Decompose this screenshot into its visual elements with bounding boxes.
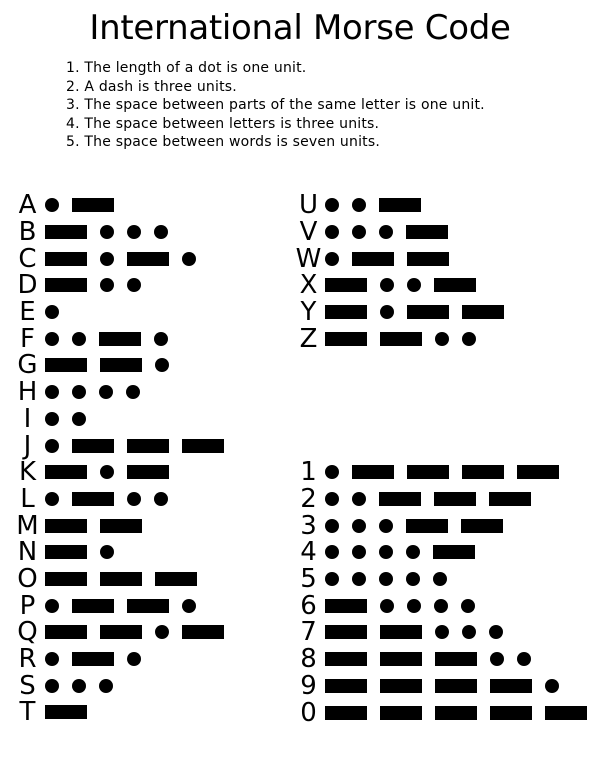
morse-symbols	[45, 225, 168, 239]
morse-character-label: 2	[300, 484, 317, 515]
morse-dot	[72, 679, 86, 693]
morse-dot	[45, 198, 59, 212]
morse-symbols	[45, 705, 87, 719]
morse-character-label: G	[17, 350, 38, 381]
morse-dot	[352, 492, 366, 506]
morse-row-c	[14, 245, 224, 272]
morse-symbols	[325, 465, 559, 479]
morse-dot	[435, 332, 449, 346]
morse-dot	[72, 385, 86, 399]
morse-dash	[435, 652, 477, 666]
morse-dot	[45, 492, 59, 506]
morse-character-label: U	[298, 190, 319, 221]
rule-intra-letter-space: 3. The space between parts of the same letter is one unit.	[66, 97, 485, 113]
morse-character-label: L	[20, 483, 35, 514]
morse-dot	[406, 545, 420, 559]
morse-row-1	[295, 459, 587, 486]
morse-symbols	[45, 385, 140, 399]
morse-symbols	[45, 545, 114, 559]
morse-dash	[435, 679, 477, 693]
morse-dash	[72, 652, 114, 666]
morse-dot	[127, 652, 141, 666]
morse-row-i	[14, 403, 224, 434]
morse-dot	[435, 625, 449, 639]
morse-symbols	[325, 625, 503, 639]
morse-row-q	[14, 619, 224, 646]
morse-dot	[379, 519, 393, 533]
morse-dash	[325, 305, 367, 319]
morse-dot	[380, 305, 394, 319]
morse-character-label: S	[19, 670, 36, 701]
morse-row-p	[14, 592, 224, 619]
morse-symbols	[45, 465, 169, 479]
morse-row-x	[295, 272, 504, 299]
morse-dot	[462, 625, 476, 639]
morse-dot	[154, 492, 168, 506]
morse-dot	[154, 332, 168, 346]
morse-row-8	[295, 646, 587, 673]
morse-symbols	[45, 599, 196, 613]
morse-dash	[462, 305, 504, 319]
morse-dot	[379, 572, 393, 586]
morse-dot	[379, 545, 393, 559]
morse-dash	[100, 572, 142, 586]
morse-row-t	[14, 699, 224, 726]
morse-character-label: X	[299, 270, 318, 301]
morse-dot	[325, 572, 339, 586]
morse-dash	[407, 252, 449, 266]
rule-dot-length: 1. The length of a dot is one unit.	[66, 60, 307, 76]
morse-row-b	[14, 219, 224, 246]
morse-dash	[490, 679, 532, 693]
morse-dot	[155, 358, 169, 372]
morse-dot	[489, 625, 503, 639]
morse-dash	[45, 358, 87, 372]
morse-symbols	[45, 358, 169, 372]
morse-row-j	[14, 432, 224, 459]
morse-dot	[380, 278, 394, 292]
morse-symbols	[325, 225, 448, 239]
morse-dash	[127, 439, 169, 453]
morse-dot	[352, 572, 366, 586]
morse-dash	[489, 492, 531, 506]
morse-character-label: 3	[300, 510, 317, 541]
morse-character-label: 6	[300, 590, 317, 621]
morse-character-label: Q	[17, 617, 38, 648]
morse-dash	[379, 492, 421, 506]
morse-dash	[517, 465, 559, 479]
morse-dot	[433, 572, 447, 586]
morse-symbols	[45, 572, 197, 586]
morse-symbols	[45, 332, 168, 346]
morse-dash	[379, 198, 421, 212]
morse-character-label: R	[18, 644, 37, 675]
morse-row-y	[295, 299, 504, 326]
morse-dash	[434, 278, 476, 292]
morse-dot	[545, 679, 559, 693]
morse-symbols	[45, 652, 141, 666]
morse-row-0	[295, 699, 587, 726]
morse-row-v	[295, 219, 504, 246]
morse-dot	[45, 679, 59, 693]
morse-dot	[45, 599, 59, 613]
morse-dot	[45, 439, 59, 453]
morse-symbols	[325, 492, 531, 506]
morse-column-digits-1-0	[295, 459, 587, 726]
morse-dot	[352, 545, 366, 559]
morse-dash	[155, 572, 197, 586]
morse-column-letters-u-z	[295, 192, 504, 352]
morse-symbols	[45, 439, 224, 453]
morse-dash	[45, 519, 87, 533]
morse-dot	[45, 332, 59, 346]
morse-dash	[99, 332, 141, 346]
rules-list	[66, 59, 485, 152]
morse-dash	[72, 492, 114, 506]
morse-symbols	[45, 625, 224, 639]
morse-row-s	[14, 672, 224, 699]
morse-dot	[72, 412, 86, 426]
morse-dash	[45, 545, 87, 559]
morse-symbols	[45, 252, 196, 266]
morse-dash	[72, 439, 114, 453]
morse-character-label: 5	[300, 564, 317, 595]
morse-symbols	[45, 679, 113, 693]
morse-dot	[182, 252, 196, 266]
morse-dash	[406, 519, 448, 533]
morse-dash	[127, 465, 169, 479]
morse-dash	[325, 706, 367, 720]
morse-dash	[380, 625, 422, 639]
morse-row-o	[14, 563, 224, 594]
morse-character-label: B	[18, 217, 37, 248]
morse-symbols	[325, 706, 587, 720]
morse-dot	[127, 492, 141, 506]
morse-dot	[407, 599, 421, 613]
morse-dot	[325, 225, 339, 239]
morse-dot	[434, 599, 448, 613]
morse-symbols	[325, 545, 475, 559]
morse-symbols	[45, 278, 141, 292]
morse-dot	[127, 278, 141, 292]
morse-dot	[45, 412, 59, 426]
morse-dot	[127, 225, 141, 239]
morse-dot	[461, 599, 475, 613]
morse-character-label: M	[16, 510, 39, 541]
morse-character-label: P	[19, 590, 36, 621]
morse-dash	[100, 519, 142, 533]
morse-symbols	[325, 679, 559, 693]
morse-symbols	[45, 492, 168, 506]
morse-dash	[406, 225, 448, 239]
morse-character-label: Y	[300, 297, 317, 328]
morse-dot	[100, 465, 114, 479]
morse-dash	[433, 545, 475, 559]
morse-dash	[380, 679, 422, 693]
morse-row-m	[14, 512, 224, 539]
morse-dot	[99, 385, 113, 399]
morse-dot	[154, 225, 168, 239]
morse-character-label: I	[23, 403, 32, 434]
morse-row-k	[14, 459, 224, 486]
morse-symbols	[325, 252, 449, 266]
morse-dash	[45, 625, 87, 639]
morse-dot	[325, 198, 339, 212]
morse-dash	[45, 572, 87, 586]
morse-dash	[434, 492, 476, 506]
morse-dot	[45, 652, 59, 666]
morse-character-label: A	[18, 190, 37, 221]
morse-character-label: Z	[299, 323, 318, 354]
morse-dot	[490, 652, 504, 666]
morse-character-label: K	[18, 457, 37, 488]
morse-symbols	[45, 305, 59, 319]
morse-symbols	[325, 519, 503, 533]
morse-dash	[72, 599, 114, 613]
morse-dash	[45, 225, 87, 239]
morse-row-3	[295, 512, 587, 539]
morse-row-4	[295, 539, 587, 566]
morse-dash	[45, 278, 87, 292]
morse-dot	[182, 599, 196, 613]
morse-character-label: H	[17, 377, 38, 408]
morse-row-r	[14, 646, 224, 673]
morse-dash	[325, 625, 367, 639]
morse-character-label: W	[295, 243, 322, 274]
morse-dash	[182, 625, 224, 639]
morse-dash	[127, 252, 169, 266]
morse-dot	[325, 252, 339, 266]
morse-dot	[517, 652, 531, 666]
morse-dot	[379, 225, 393, 239]
morse-character-label: 4	[300, 537, 317, 568]
morse-dash	[100, 358, 142, 372]
morse-symbols	[325, 652, 531, 666]
morse-dash	[325, 652, 367, 666]
morse-character-label: C	[18, 243, 37, 274]
morse-dash	[127, 599, 169, 613]
morse-character-label: 7	[300, 617, 317, 648]
morse-dash	[407, 305, 449, 319]
morse-character-label: 9	[300, 670, 317, 701]
morse-dash	[462, 465, 504, 479]
morse-row-w	[295, 245, 504, 272]
morse-dot	[380, 599, 394, 613]
morse-symbols	[325, 332, 476, 346]
morse-character-label: D	[17, 270, 38, 301]
morse-dash	[435, 706, 477, 720]
morse-dash	[45, 252, 87, 266]
morse-character-label: 1	[300, 457, 317, 488]
morse-character-label: E	[19, 297, 36, 328]
morse-column-letters-a-t	[14, 192, 224, 726]
morse-dash	[490, 706, 532, 720]
morse-row-6	[295, 592, 587, 619]
morse-dot	[352, 225, 366, 239]
morse-dash	[325, 599, 367, 613]
morse-dash	[352, 465, 394, 479]
morse-character-label: N	[17, 537, 38, 568]
morse-dash	[325, 278, 367, 292]
morse-dash	[545, 706, 587, 720]
morse-row-a	[14, 192, 224, 219]
morse-row-5	[295, 566, 587, 593]
morse-dash	[461, 519, 503, 533]
morse-dash	[100, 625, 142, 639]
morse-dot	[325, 519, 339, 533]
morse-row-f	[14, 325, 224, 352]
rule-inter-word-space: 5. The space between words is seven units.	[66, 134, 380, 150]
morse-dot	[45, 385, 59, 399]
page-title: International Morse Code	[89, 8, 511, 48]
morse-dot	[407, 278, 421, 292]
morse-dash	[45, 705, 87, 719]
morse-dot	[406, 572, 420, 586]
morse-dot	[352, 519, 366, 533]
morse-row-z	[295, 325, 504, 352]
morse-symbols	[45, 198, 114, 212]
morse-dot	[126, 385, 140, 399]
morse-dot	[325, 545, 339, 559]
morse-row-u	[295, 192, 504, 219]
morse-dash	[325, 679, 367, 693]
morse-dash	[380, 332, 422, 346]
morse-row-7	[295, 619, 587, 646]
morse-row-h	[14, 379, 224, 406]
morse-symbols	[325, 278, 476, 292]
morse-character-label: F	[20, 323, 35, 354]
morse-dot	[72, 332, 86, 346]
morse-dot	[100, 225, 114, 239]
morse-character-label: 8	[300, 644, 317, 675]
morse-symbols	[325, 599, 475, 613]
morse-row-2	[295, 486, 587, 513]
morse-symbols	[325, 198, 421, 212]
morse-dot	[45, 305, 59, 319]
morse-dash	[407, 465, 449, 479]
morse-dot	[155, 625, 169, 639]
morse-character-label: V	[299, 217, 318, 248]
morse-dash	[380, 652, 422, 666]
morse-character-label: J	[23, 430, 32, 461]
morse-dash	[352, 252, 394, 266]
morse-dot	[325, 465, 339, 479]
morse-dot	[100, 545, 114, 559]
morse-character-label: 0	[300, 697, 317, 728]
morse-row-g	[14, 352, 224, 379]
morse-dot	[325, 492, 339, 506]
morse-dot	[99, 679, 113, 693]
morse-dash	[45, 465, 87, 479]
morse-dash	[72, 198, 114, 212]
morse-symbols	[325, 305, 504, 319]
morse-row-d	[14, 272, 224, 299]
rule-dash-length: 2. A dash is three units.	[66, 78, 237, 95]
morse-dot	[462, 332, 476, 346]
morse-row-9	[295, 670, 587, 701]
morse-symbols	[45, 519, 142, 533]
morse-dash	[325, 332, 367, 346]
morse-row-e	[14, 299, 224, 326]
morse-dot	[100, 278, 114, 292]
morse-symbols	[325, 572, 447, 586]
morse-character-label: T	[19, 697, 36, 728]
morse-character-label: O	[17, 563, 38, 594]
rule-inter-letter-space: 4. The space between letters is three units.	[66, 115, 380, 132]
morse-symbols	[45, 412, 86, 426]
morse-dot	[100, 252, 114, 266]
morse-dash	[380, 706, 422, 720]
morse-row-l	[14, 483, 224, 514]
morse-dot	[352, 198, 366, 212]
morse-dash	[182, 439, 224, 453]
morse-row-n	[14, 539, 224, 566]
